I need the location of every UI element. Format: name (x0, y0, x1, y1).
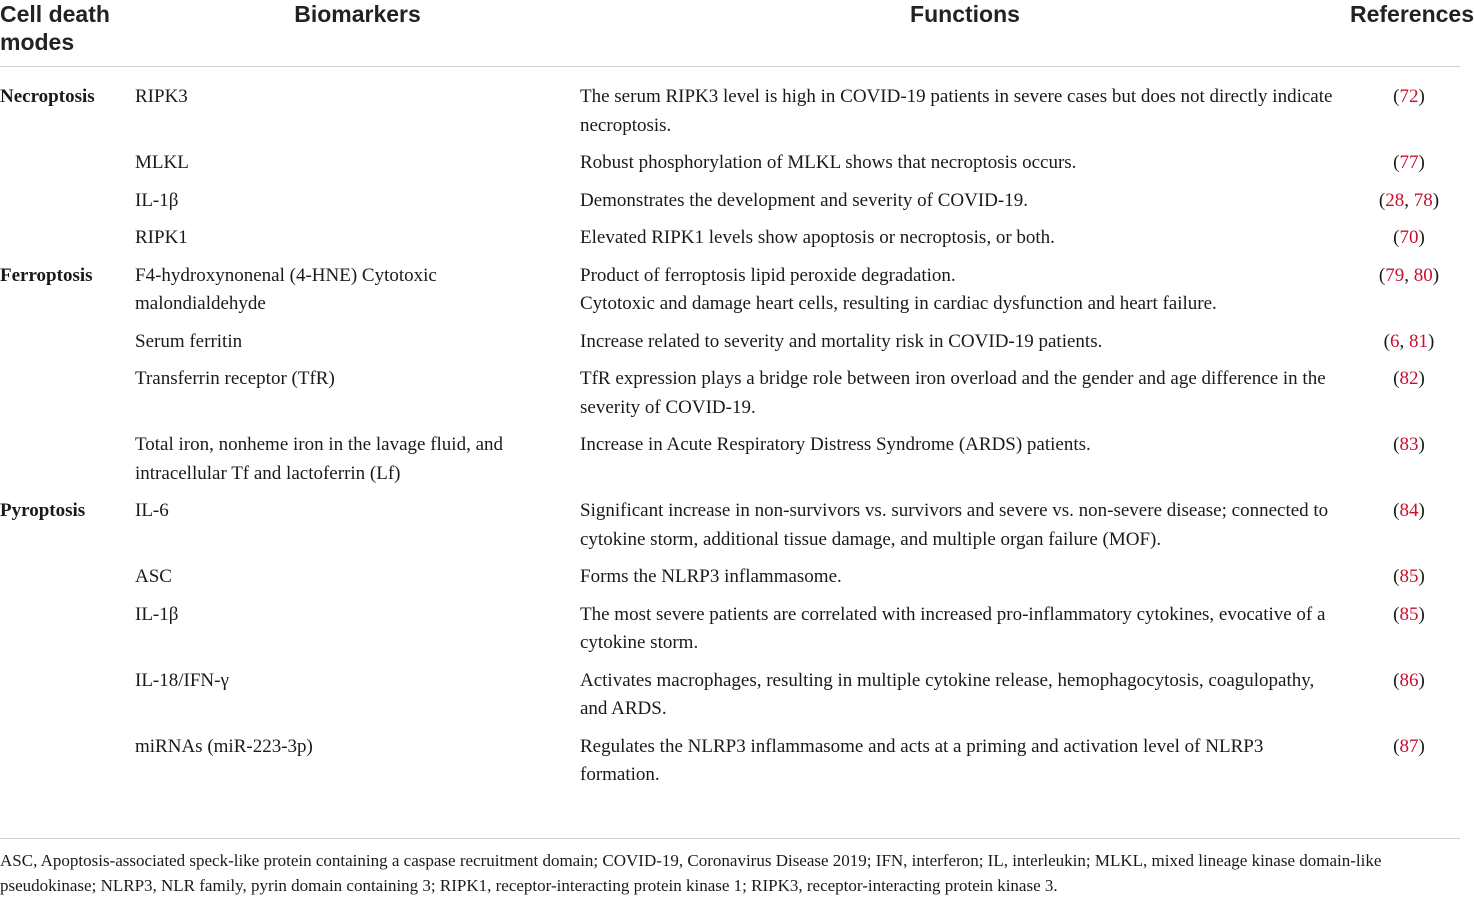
table-header (0, 0, 1474, 67)
references-cell: (85) (1393, 603, 1425, 625)
references-cell: (70) (1393, 227, 1425, 248)
function-line: Cytotoxic and damage heart cells, resulting in cardiac dysfunction and heart failure. (580, 293, 1217, 314)
function-line: Significant increase in non-survivors vs. survivors and severe vs. non-severe disease; connected to cytokine storm, additional tissue damage, and multiple organ failure (MOF). (580, 500, 1329, 550)
table-row (0, 667, 1460, 733)
references-cell: (77) (1393, 152, 1425, 173)
reference-link[interactable]: 81 (1409, 330, 1428, 352)
function-description (580, 187, 1350, 225)
reference-link[interactable]: 85 (1399, 603, 1419, 625)
reference-link[interactable]: 85 (1399, 566, 1419, 587)
function-description (580, 497, 1350, 563)
table-row (0, 733, 1460, 799)
cell-death-mode: Necroptosis (0, 86, 95, 107)
function-line: Increase related to severity and mortality risk in COVID-19 patients. (580, 330, 1103, 352)
references-cell: (6, 81) (1383, 330, 1435, 352)
table-row (0, 149, 1460, 187)
reference-link[interactable]: 70 (1399, 227, 1419, 248)
function-description (580, 328, 1350, 366)
cell-death-mode (0, 365, 135, 431)
function-line: Demonstrates the development and severity of COVID-19. (580, 189, 1028, 211)
table-footnote: ASC, Apoptosis-associated speck-like protein containing a caspase recruitment domain; COVID-19, Coronavirus Disease 2019; IFN, interferon; IL, interleukin; MLKL, mixed lineage kinase domain-like pseudokinase; NLRP3, NLR family, pyrin domain containing 3; RIPK1, receptor-interacting protein kinase 1; RIPK3, receptor-interacting protein kinase 3. (0, 838, 1460, 898)
function-description (580, 83, 1350, 149)
function-line: Regulates the NLRP3 inflammasome and acts at a priming and activation level of NLRP3 formation. (580, 735, 1264, 785)
biomarker: IL-18/IFN-γ (135, 669, 229, 691)
biomarker: Serum ferritin (135, 330, 243, 352)
function-line: The most severe patients are correlated with increased pro-inflammatory cytokines, evocative of a cytokine storm. (580, 603, 1326, 653)
biomarker: F4-hydroxynonenal (4-HNE) Cytotoxic malondialdehyde (135, 264, 437, 314)
function-description (580, 224, 1350, 262)
references-cell: (86) (1393, 669, 1425, 691)
reference-link[interactable]: 86 (1399, 669, 1419, 691)
table-row (0, 328, 1460, 366)
references-cell: (83) (1393, 434, 1425, 455)
reference-link[interactable]: 72 (1399, 86, 1419, 107)
header-references: References (1350, 1, 1474, 27)
cell-death-mode (0, 431, 135, 497)
cell-death-mode (0, 187, 135, 225)
biomarker: ASC (135, 566, 172, 587)
reference-link[interactable]: 82 (1399, 368, 1419, 389)
function-description (580, 262, 1350, 328)
function-line: TfR expression plays a bridge role between iron overload and the gender and age difference in the severity of COVID-19. (580, 368, 1326, 418)
reference-link[interactable]: 28 (1385, 189, 1405, 211)
header-cell-death-modes: Cell death modes (0, 1, 110, 55)
cell-death-mode: Ferroptosis (0, 264, 93, 286)
table-row (0, 365, 1460, 431)
reference-link[interactable]: 87 (1399, 735, 1419, 757)
biomarker: IL-1β (135, 189, 179, 211)
cell-death-mode (0, 601, 135, 667)
function-description (580, 733, 1350, 799)
table-row (0, 83, 1460, 149)
function-description (580, 601, 1350, 667)
references-cell: (87) (1393, 735, 1425, 757)
references-cell: (79, 80) (1378, 264, 1440, 286)
function-description (580, 667, 1350, 733)
header-functions: Functions (910, 1, 1020, 27)
function-description (580, 365, 1350, 431)
reference-link[interactable]: 77 (1399, 152, 1419, 173)
cell-death-mode (0, 667, 135, 733)
header-biomarkers: Biomarkers (294, 1, 421, 27)
function-line: Increase in Acute Respiratory Distress Syndrome (ARDS) patients. (580, 434, 1091, 455)
header-row (0, 0, 1460, 67)
spacer-row (0, 67, 1460, 84)
function-line: Activates macrophages, resulting in multiple cytokine release, hemophagocytosis, coagulopathy, and ARDS. (580, 669, 1315, 719)
reference-link[interactable]: 80 (1413, 264, 1433, 286)
biomarker: Total iron, nonheme iron in the lavage fluid, and intracellular Tf and lactoferrin (Lf) (135, 434, 504, 484)
biomarker: IL-1β (135, 603, 179, 625)
reference-link[interactable]: 6 (1390, 330, 1400, 352)
reference-link[interactable]: 84 (1399, 500, 1419, 521)
references-cell: (72) (1393, 86, 1425, 107)
biomarker: RIPK3 (135, 86, 188, 107)
function-line: Product of ferroptosis lipid peroxide degradation. (580, 264, 956, 286)
references-cell: (85) (1393, 566, 1425, 587)
biomarker: Transferrin receptor (TfR) (135, 368, 335, 389)
references-cell: (82) (1393, 368, 1425, 389)
function-line: Forms the NLRP3 inflammasome. (580, 566, 842, 587)
reference-link[interactable]: 79 (1385, 264, 1405, 286)
cell-death-mode (0, 224, 135, 262)
references-cell: (84) (1393, 500, 1425, 521)
cell-death-mode (0, 563, 135, 601)
cell-death-mode (0, 733, 135, 799)
function-line: The serum RIPK3 level is high in COVID-19 patients in severe cases but does not directly indicate necroptosis. (580, 86, 1333, 136)
table-row (0, 601, 1460, 667)
table-row (0, 497, 1460, 563)
biomarker: RIPK1 (135, 227, 188, 248)
table-row (0, 224, 1460, 262)
function-description (580, 563, 1350, 601)
biomarker: miRNAs (miR-223-3p) (135, 735, 313, 757)
cell-death-mode: Pyroptosis (0, 500, 86, 521)
reference-link[interactable]: 83 (1399, 434, 1419, 455)
table-row (0, 563, 1460, 601)
references-cell: (28, 78) (1378, 189, 1440, 211)
biomarker: IL-6 (135, 500, 169, 521)
cell-death-mode (0, 328, 135, 366)
table-row (0, 187, 1460, 225)
biomarker: MLKL (135, 152, 189, 173)
function-description (580, 431, 1350, 497)
table-row (0, 431, 1460, 497)
function-line: Elevated RIPK1 levels show apoptosis or necroptosis, or both. (580, 227, 1055, 248)
cell-death-mode (0, 149, 135, 187)
function-description (580, 149, 1350, 187)
table-row (0, 262, 1460, 328)
table-body (0, 67, 1460, 799)
reference-link[interactable]: 78 (1413, 189, 1433, 211)
function-line: Robust phosphorylation of MLKL shows that necroptosis occurs. (580, 152, 1077, 173)
